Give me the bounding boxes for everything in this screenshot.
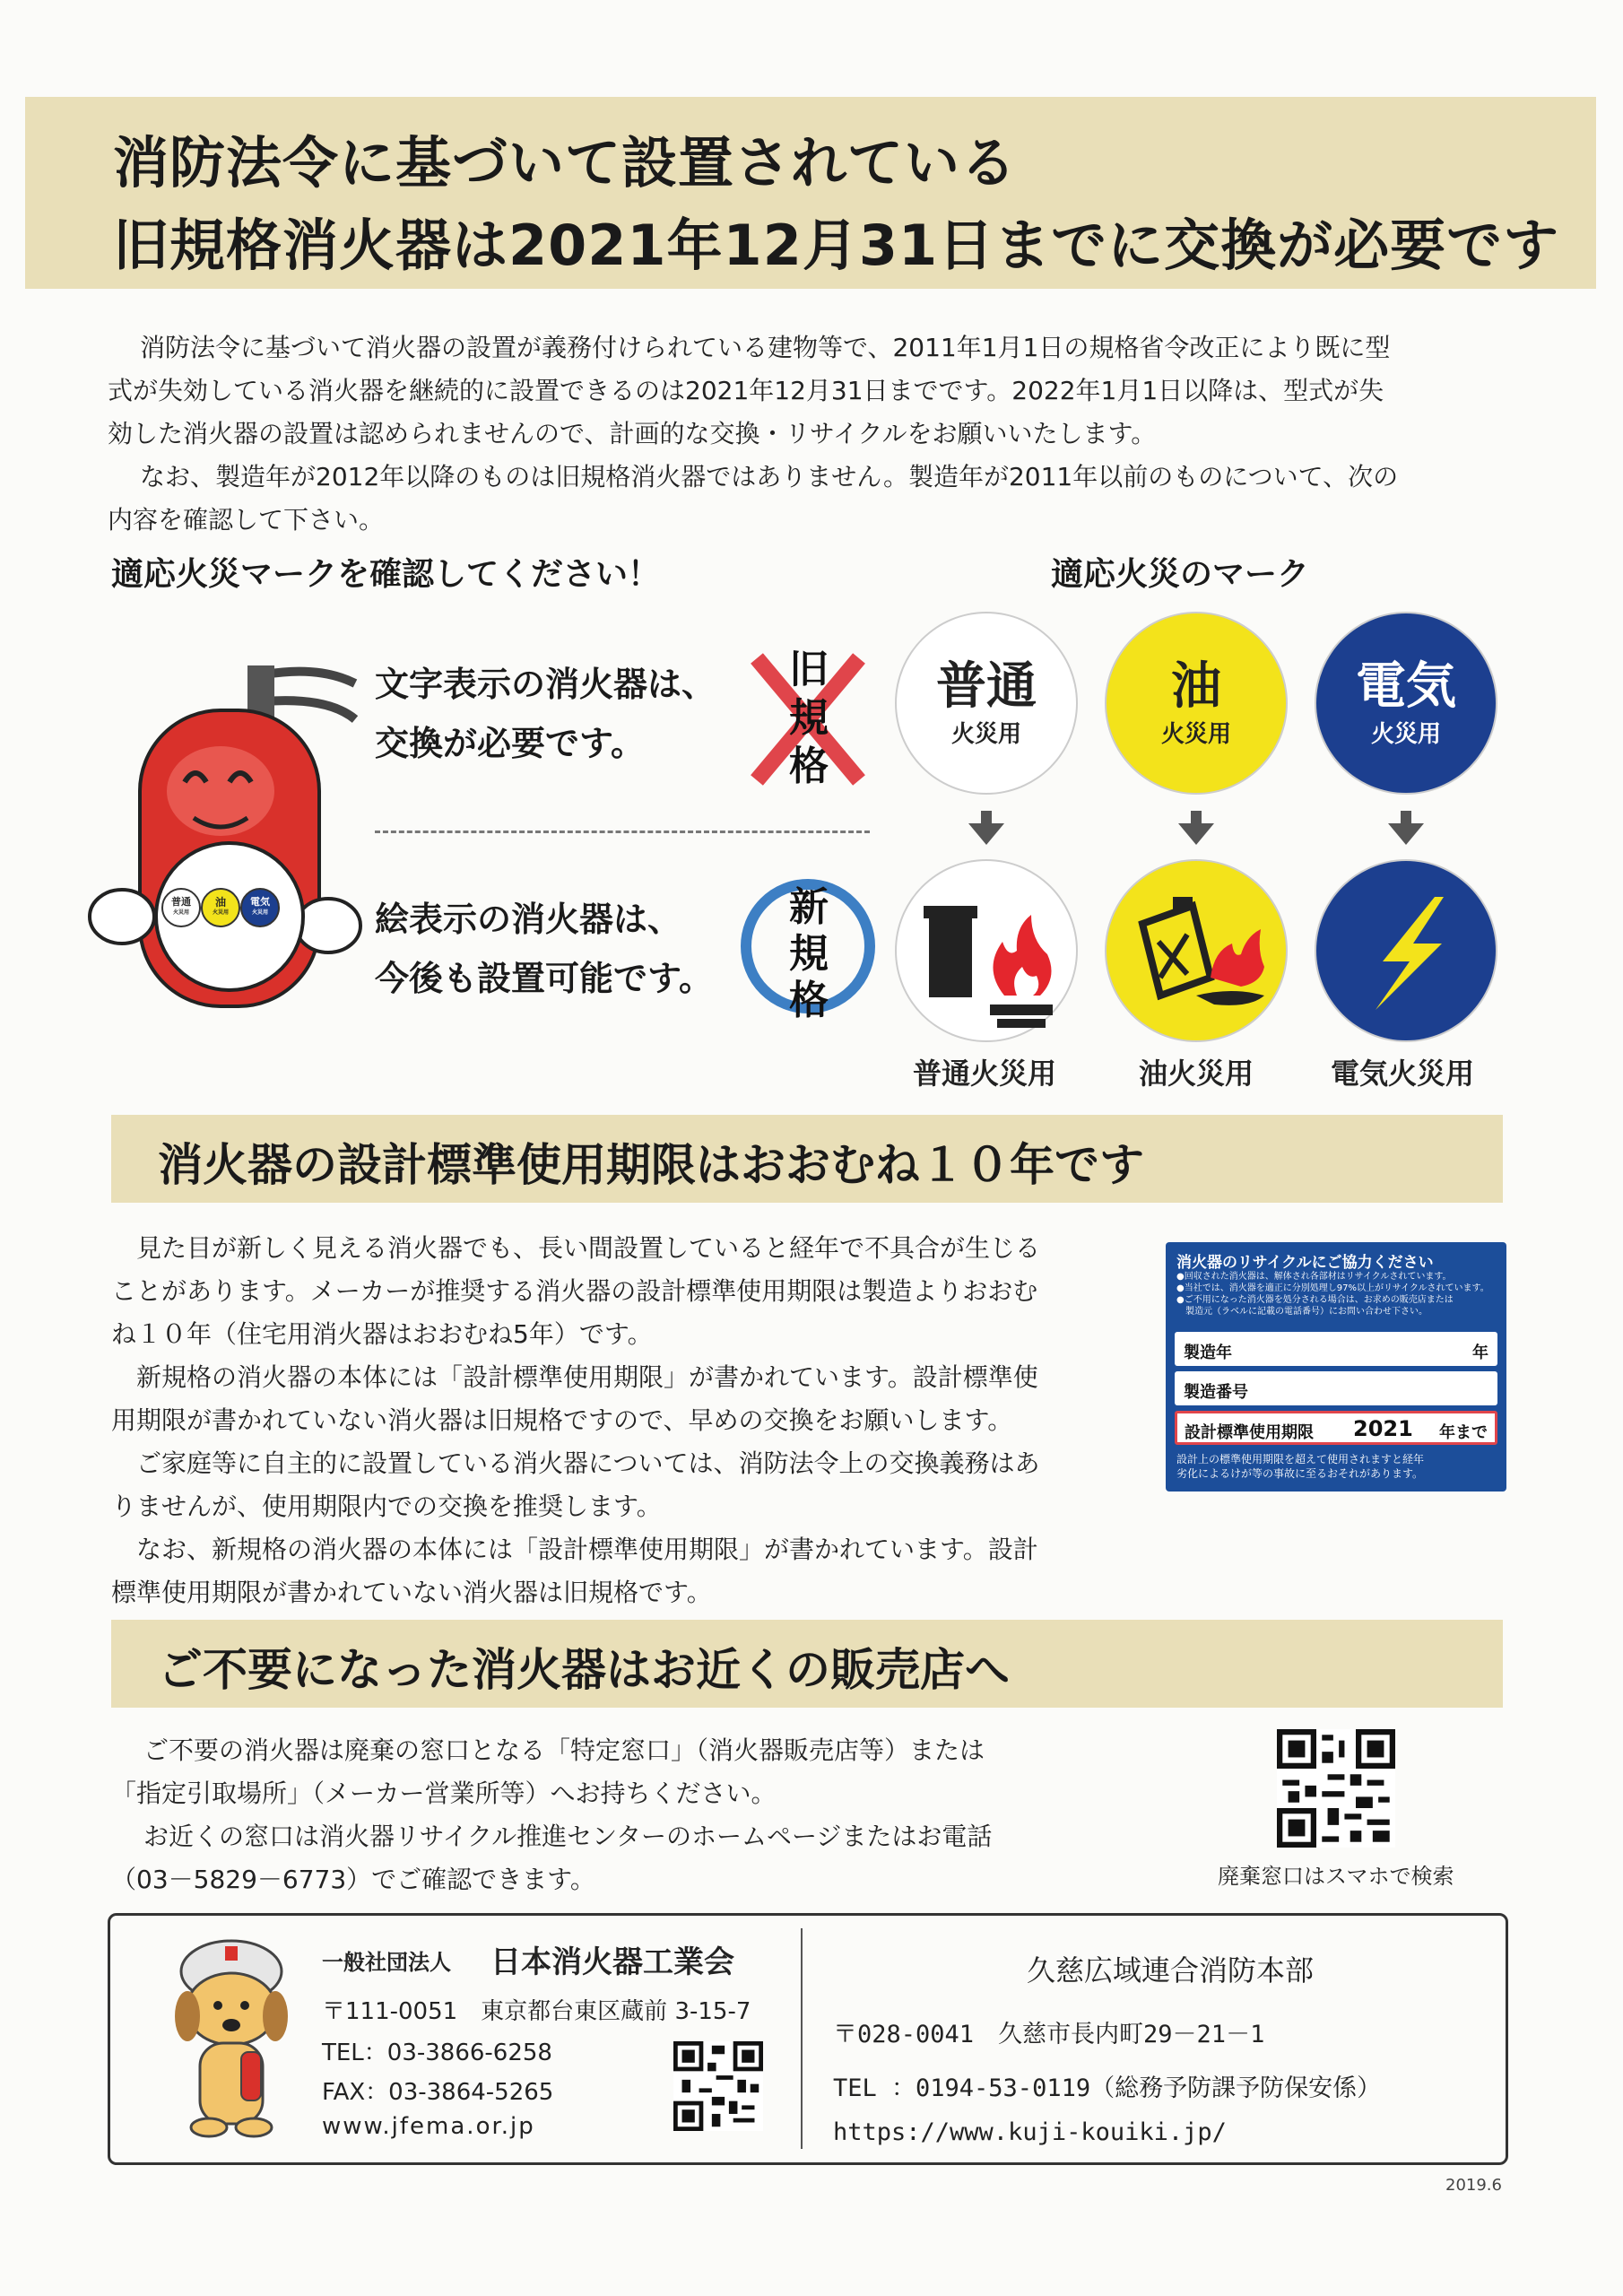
- intro-line: 効した消火器の設置は認められませんので、計画的な交換・リサイクルをお願いいたします。: [108, 419, 1157, 448]
- mark-ordinary-small: 火災用: [950, 720, 1021, 748]
- label-row-serial-label: 製造番号: [1184, 1383, 1248, 1402]
- mark-ordinary-fire: [897, 613, 1076, 793]
- qr-caption: 廃棄窓口はスマホで検索: [1218, 1864, 1454, 1889]
- pictogram-electric: [1316, 861, 1496, 1040]
- lifespan-line: 標準使用期限が書かれていない消火器は旧規格です。: [111, 1578, 712, 1607]
- mark-electric-fire: [1316, 613, 1496, 793]
- label-row-manufacture-year-unit: 年: [1472, 1344, 1488, 1362]
- lifespan-paragraph: [111, 1227, 1124, 1614]
- label-row-manufacture-year: [1175, 1332, 1497, 1366]
- label-row-expiry: [1175, 1411, 1497, 1445]
- disposal-line: ご不要の消火器は廃棄の窓口となる「特定窓口」（消火器販売店等）または: [143, 1735, 985, 1765]
- old-type-text-1: 文字表示の消火器は、: [375, 665, 716, 704]
- label-row-expiry-year: 2021: [1353, 1416, 1413, 1441]
- disposal-paragraph: [111, 1729, 1124, 1901]
- intro-paragraph: [108, 326, 1506, 542]
- arrow-down-icon: [1178, 823, 1214, 845]
- new-type-text-1: 絵表示の消火器は、: [375, 900, 682, 939]
- disposal-heading-band: [111, 1620, 1503, 1708]
- label-card-title: 消火器のリサイクルにご協力ください: [1176, 1254, 1434, 1272]
- title-line-2: 旧規格消火器は2021年12月31日までに交換が必要です: [113, 213, 1560, 278]
- mark-check-heading: 適応火災マークを確認してください！: [111, 556, 661, 593]
- lifespan-heading: 消火器の設計標準使用期限はおおむね１０年です: [158, 1139, 1144, 1191]
- new-standard-badge: [741, 879, 875, 1023]
- divider-dashed: [375, 831, 870, 833]
- disposal-heading: ご不要になった消火器はお近くの販売店へ: [158, 1644, 1010, 1696]
- ordinary-fire-icon: [897, 861, 1076, 1040]
- mascot-badge-electric-small: 火災用: [251, 909, 268, 916]
- label-warning-line: 劣化によるけが等の事故に至るおそれがあります。: [1176, 1467, 1424, 1480]
- intro-line: 消防法令に基づいて消火器の設置が義務付けられている建物等で、2011年1月1日の規格省令改正により既に型: [140, 333, 1391, 362]
- org-website-link[interactable]: www.jfema.or.jp: [322, 2113, 535, 2140]
- mascot-badge-oil-big: 油: [214, 896, 226, 909]
- lifespan-line: 見た目が新しく見える消火器でも、長い間設置していると経年で不具合が生じる: [136, 1233, 1041, 1263]
- intro-line: なお、製造年が2012年以降のものは旧規格消火器ではありません。製造年が2011年以前のものについて、次の: [140, 462, 1399, 491]
- fire-dog-mascot-illustration: [155, 1935, 308, 2142]
- label-row-serial: [1175, 1371, 1497, 1405]
- title-line-1: 消防法令に基づいて設置されている: [113, 130, 1018, 196]
- lifespan-line: ね１０年（住宅用消火器はおおむね5年）です。: [111, 1319, 653, 1349]
- org-prefix: 一般社団法人: [322, 1950, 451, 1975]
- label-note: ●ご不用になった消火器を処分される場合は、お求めの販売店または: [1176, 1295, 1454, 1305]
- lifespan-line: ご家庭等に自主的に設置している消火器については、消防法令上の交換義務はあ: [136, 1448, 1040, 1478]
- pictogram-oil-label: 油火災用: [1139, 1057, 1254, 1091]
- mark-electric-big: 電気: [1356, 657, 1456, 716]
- lifespan-heading-band: [111, 1115, 1503, 1203]
- label-row-manufacture-year-label: 製造年: [1184, 1344, 1232, 1362]
- footer-divider: [801, 1928, 803, 2149]
- mark-electric-small: 火災用: [1370, 720, 1441, 748]
- new-standard-label: 新規格: [789, 884, 829, 1023]
- label-row-expiry-label: 設計標準使用期限: [1185, 1423, 1314, 1442]
- mark-oil-fire: [1107, 613, 1286, 793]
- extinguisher-label-card: [1166, 1242, 1506, 1492]
- fire-department-name: 久慈広域連合消防本部: [1027, 1953, 1315, 1987]
- lifespan-line: 用期限が書かれていない消火器は旧規格ですので、早めの交換をお願いします。: [111, 1405, 1013, 1435]
- lightning-bolt-icon: [1316, 861, 1496, 1040]
- mascot-badge-ordinary-small: 火災用: [172, 909, 189, 916]
- oil-fire-icon: [1107, 861, 1286, 1040]
- adaptive-mark-heading: 適応火災のマーク: [1051, 556, 1310, 593]
- org-tel: TEL：03-3866-6258: [322, 2039, 552, 2066]
- pictogram-ordinary: [897, 861, 1076, 1040]
- lifespan-line: 新規格の消火器の本体には「設計標準使用期限」が書かれています。設計標準使: [136, 1362, 1038, 1392]
- lifespan-line: なお、新規格の消火器の本体には「設計標準使用期限」が書かれています。設計: [136, 1535, 1038, 1564]
- mark-oil-small: 火災用: [1160, 720, 1231, 748]
- arrow-down-icon: [1388, 823, 1424, 845]
- fire-department-tel: TEL ：0194-53-0119（総務予防課予防保安係）: [833, 2074, 1382, 2102]
- label-card-warning: [1176, 1452, 1424, 1481]
- fire-department-website-link[interactable]: https://www.kuji-kouiki.jp/: [833, 2118, 1227, 2146]
- new-type-text-2: 今後も設置可能です。: [375, 959, 713, 998]
- org-name: 日本消火器工業会: [490, 1944, 734, 1980]
- intro-line: 内容を確認して下さい。: [108, 505, 385, 535]
- fire-department-postal: 〒028-0041 久慈市長内町29－21－1: [833, 2021, 1265, 2048]
- disposal-line: お近くの窓口は消火器リサイクル推進センターのホームページまたはお電話: [143, 1822, 993, 1851]
- mascot-badge-oil-small: 火災用: [212, 909, 229, 916]
- label-warning-line: 設計上の標準使用期限を超えて使用されますと経年: [1176, 1453, 1425, 1465]
- title-banner: [25, 97, 1596, 289]
- org-fax: FAX：03-3864-5265: [322, 2079, 554, 2106]
- label-note: 製造元（ラベルに記載の電話番号）にお問い合わせ下さい。: [1176, 1307, 1428, 1317]
- mascot-badge-electric: [240, 888, 280, 927]
- lifespan-line: ことがあります。メーカーが推奨する消火器の設計標準使用期限は製造よりおおむ: [111, 1276, 1038, 1306]
- footer-box: [108, 1913, 1508, 2165]
- arrow-down-icon: [968, 823, 1004, 845]
- lifespan-line: りませんが、使用期限内での交換を推奨します。: [111, 1492, 662, 1521]
- mascot-badge-ordinary-big: 普通: [171, 896, 191, 908]
- mascot-badge-electric-big: 電気: [250, 896, 270, 908]
- issue-date: 2019.6: [1445, 2176, 1502, 2195]
- old-standard-label: 旧規格: [789, 647, 829, 789]
- pictogram-electric-label: 電気火災用: [1331, 1057, 1475, 1091]
- mascot-badge-ordinary: [161, 888, 201, 927]
- old-standard-badge: [750, 648, 866, 791]
- label-note: ●当社では、消火器を適正に分別処理し97%以上がリサイクルされています。: [1176, 1283, 1489, 1293]
- label-card-notes: [1176, 1271, 1489, 1318]
- disposal-line: 「指定引取場所」（メーカー営業所等）へお持ちください。: [111, 1779, 777, 1808]
- mark-oil-big: 油: [1171, 657, 1221, 716]
- disposal-line: （03－5829－6773）でご確認できます。: [111, 1865, 595, 1894]
- footer-qr-code-icon[interactable]: [673, 2041, 763, 2131]
- extinguisher-mascot-illustration: [86, 648, 373, 1024]
- label-note: ●回収された消火器は、解体され各部材はリサイクルされています。: [1176, 1272, 1452, 1282]
- pictogram-oil: [1107, 861, 1286, 1040]
- pictogram-ordinary-label: 普通火災用: [913, 1057, 1057, 1091]
- org-postal-address: 〒111-0051 東京都台東区蔵前 3-15-7: [322, 1998, 751, 2025]
- old-type-text-2: 交換が必要です。: [375, 724, 645, 763]
- qr-code-icon[interactable]: [1277, 1729, 1395, 1848]
- intro-line: 式が失効している消火器を継続的に設置できるのは2021年12月31日までです。2022年1月1日以降は、型式が失: [108, 376, 1384, 405]
- mark-ordinary-big: 普通: [936, 657, 1037, 716]
- mascot-badge-oil: [201, 888, 240, 927]
- label-row-expiry-unit: 年まで: [1439, 1423, 1488, 1442]
